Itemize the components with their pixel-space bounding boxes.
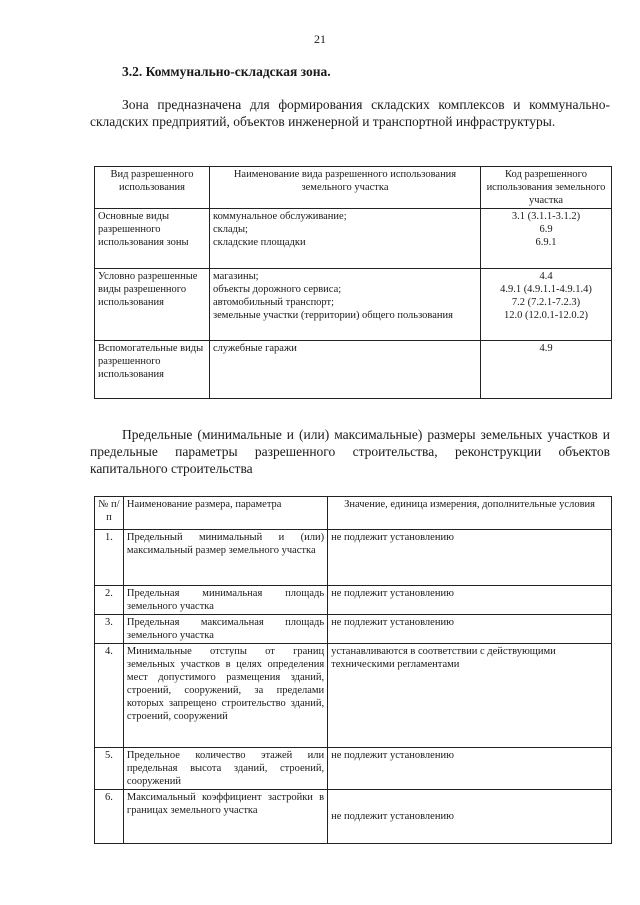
parameter-name-cell: Предельная максимальная площадь земельного участка	[123, 615, 327, 644]
table-row	[95, 615, 612, 644]
parameter-name-cell: Предельное количество этажей или предельная высота зданий, строений, сооружений	[123, 748, 327, 790]
use-codes-cell	[481, 209, 612, 269]
table-row	[95, 269, 612, 341]
use-names-cell	[210, 269, 481, 341]
use-name: автомобильный транспорт;	[213, 297, 335, 308]
use-name: земельные участки (территории) общего пользования	[213, 310, 453, 321]
row-number-cell: 4.	[95, 644, 124, 748]
row-number-cell: 2.	[95, 586, 124, 615]
parameters-table	[94, 496, 612, 844]
section-title: 3.2. Коммунально-складская зона.	[122, 64, 331, 79]
column-header: Значение, единица измерения, дополнительные условия	[328, 497, 612, 530]
column-header: № п/п	[95, 497, 124, 530]
parameter-value-cell: не подлежит установлению	[328, 530, 612, 586]
use-type-cell: Условно разрешенные виды разрешенного использования	[95, 269, 210, 341]
use-code: 4.9	[539, 343, 553, 354]
use-code: 4.9.1 (4.9.1.1-4.9.1.4)	[500, 284, 592, 295]
table-header-row	[95, 497, 612, 530]
parameter-value-cell: устанавливаются в соответствии с действующими техническими регламентами	[328, 644, 612, 748]
table-row	[95, 530, 612, 586]
table-header-row	[95, 167, 612, 209]
use-code: 7.2 (7.2.1-7.2.3)	[511, 297, 581, 308]
use-type-cell: Вспомогательные виды разрешенного использования	[95, 341, 210, 399]
parameter-value-cell: не подлежит установлению	[328, 586, 612, 615]
use-code: 6.9	[539, 224, 553, 235]
page-number: 21	[314, 32, 326, 46]
table-row	[95, 790, 612, 844]
use-names-cell	[210, 209, 481, 269]
use-name: объекты дорожного сервиса;	[213, 284, 342, 295]
use-name: складские площадки	[213, 237, 306, 248]
row-number-cell: 3.	[95, 615, 124, 644]
table-row	[95, 209, 612, 269]
row-number-cell: 5.	[95, 748, 124, 790]
use-name: магазины;	[213, 271, 259, 282]
table-row	[95, 748, 612, 790]
column-header: Код разрешенного использования земельного участка	[481, 167, 612, 209]
table-row	[95, 586, 612, 615]
parameter-name-cell: Предельный минимальный и (или) максимальный размер земельного участка	[123, 530, 327, 586]
use-names-cell	[210, 341, 481, 399]
column-header: Вид разрешенного использования	[95, 167, 210, 209]
row-number-cell: 6.	[95, 790, 124, 844]
parameter-value-cell: не подлежит установлению	[328, 748, 612, 790]
use-codes-cell	[481, 269, 612, 341]
permitted-uses-table	[94, 166, 612, 399]
parameter-value-cell: не подлежит установлению	[328, 790, 612, 844]
use-code: 4.4	[539, 271, 553, 282]
parameter-name-cell: Минимальные отступы от границ земельных участков в целях определения мест допустимого размещения зданий, строений, сооружений, за пределами которых запрещено строительство зданий, строений, сооружений	[123, 644, 327, 748]
column-header: Наименование размера, параметра	[123, 497, 327, 530]
use-codes-cell	[481, 341, 612, 399]
table-row	[95, 341, 612, 399]
use-name: служебные гаражи	[213, 343, 297, 354]
parameter-name-cell: Предельная минимальная площадь земельного участка	[123, 586, 327, 615]
use-name: коммунальное обслуживание;	[213, 211, 347, 222]
use-code: 6.9.1	[535, 237, 557, 248]
column-header: Наименование вида разрешенного использования земельного участка	[210, 167, 481, 209]
use-code: 3.1 (3.1.1-3.1.2)	[511, 211, 581, 222]
parameter-name-cell: Максимальный коэффициент застройки в границах земельного участка	[123, 790, 327, 844]
params-heading: Предельные (минимальные и (или) максимальные) размеры земельных участков и предельные параметры разрешенного строительства, реконструкции объектов капитального строительства	[90, 427, 610, 476]
use-code: 12.0 (12.0.1-12.0.2)	[504, 310, 588, 321]
row-number-cell: 1.	[95, 530, 124, 586]
intro-paragraph: Зона предназначена для формирования складских комплексов и коммунально-складских предприятий, объектов инженерной и транспортной инфраструктуры.	[90, 97, 610, 129]
use-name: склады;	[213, 224, 248, 235]
table-row	[95, 644, 612, 748]
use-type-cell: Основные виды разрешенного использования зоны	[95, 209, 210, 269]
parameter-value-cell: не подлежит установлению	[328, 615, 612, 644]
